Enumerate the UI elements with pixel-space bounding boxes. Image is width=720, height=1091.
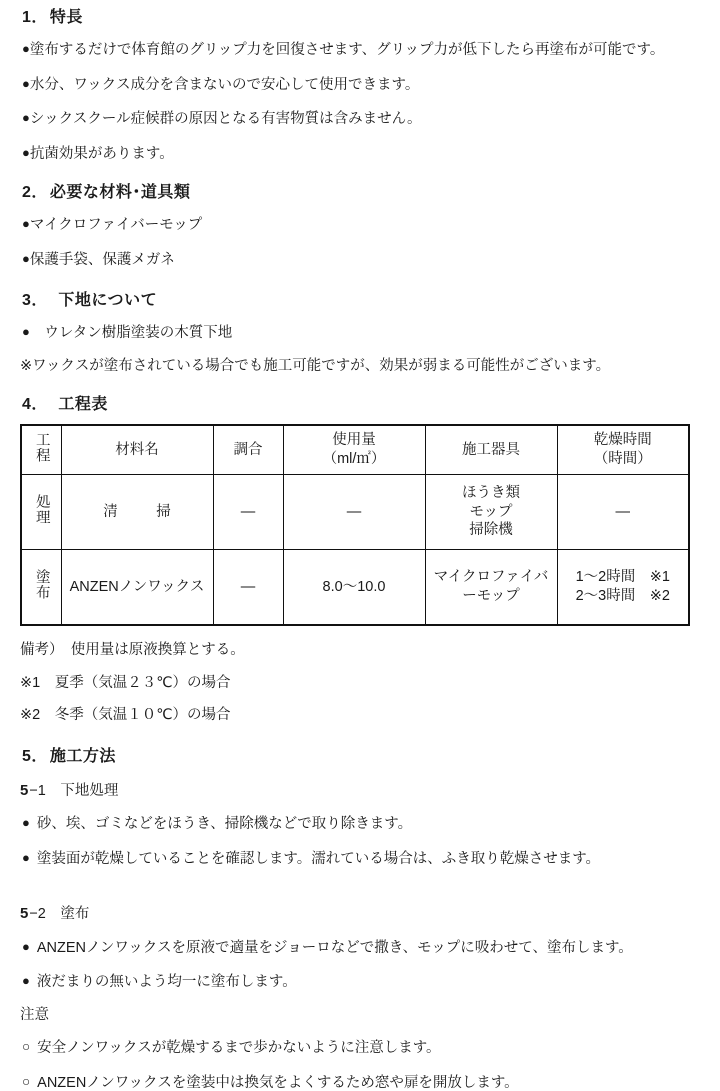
feature-bullet	[0, 111, 720, 127]
column-header-usage	[283, 425, 425, 475]
cell-process	[21, 550, 61, 626]
substrate-text: ウレタン樹脂塗装の木質下地	[29, 325, 233, 341]
material-bullet	[0, 217, 720, 233]
bullet-hollow-icon: ○	[22, 1073, 31, 1089]
section-heading-process-table	[0, 397, 720, 413]
method-text: 塗装面が乾燥していることを確認します。濡れている場合は、ふき取り乾燥させます。	[36, 850, 601, 867]
cell-material-label: 清 掃	[103, 503, 183, 520]
column-header-drytime-line2: （時間）	[593, 451, 652, 467]
method-bullet	[0, 940, 720, 956]
cell-process-label: 処理	[33, 493, 50, 525]
bullet-filled-icon: ●	[22, 110, 30, 125]
method-text: 液だまりの無いよう均一に塗布します。	[36, 974, 297, 990]
feature-text: 抗菌効果があります。	[29, 145, 174, 162]
method-bullet	[0, 851, 720, 867]
caution-text: 安全ノンワックスが乾燥するまで歩かないように注意します。	[37, 1040, 441, 1056]
subsection-heading-5-1	[0, 783, 720, 799]
feature-bullet	[0, 42, 720, 58]
table-header	[21, 425, 689, 475]
bullet-filled-icon: ●	[22, 216, 30, 231]
cell-process	[21, 475, 61, 550]
cell-mix: —	[213, 550, 283, 626]
feature-text: シックスクール症候群の原因となる有害物質は含みません。	[29, 111, 422, 127]
cell-tool: マイクロファイバーモップ	[425, 550, 557, 626]
table-note-footnote-2: ※2 冬季（気温１０℃）の場合	[20, 707, 231, 723]
column-header-usage-line1: 使用量	[332, 432, 376, 449]
table-note-remark: 備考） 使用量は原液換算とする。	[20, 642, 245, 658]
bullet-filled-icon: ●	[22, 250, 30, 266]
section-heading-method	[0, 749, 720, 765]
column-header-tool: 施工器具	[425, 425, 557, 475]
substrate-bullet	[0, 325, 720, 341]
bullet-filled-icon: ●	[22, 973, 30, 988]
column-header-process	[21, 425, 61, 475]
column-header-material: 材料名	[61, 425, 213, 475]
bullet-filled-icon: ●	[22, 815, 30, 830]
cell-usage: —	[283, 475, 425, 550]
document-page	[0, 9, 720, 1091]
material-text: マイクロファイバーモップ	[29, 217, 203, 233]
cell-mix: —	[213, 475, 283, 550]
section-number: 3．	[22, 292, 40, 309]
bullet-filled-icon: ●	[22, 144, 30, 160]
material-text: 保護手袋、保護メガネ	[29, 251, 175, 268]
feature-text: 水分、ワックス成分を含まないので安心して使用できます。	[29, 76, 420, 93]
column-header-mix: 調合	[213, 425, 283, 475]
material-bullet	[0, 252, 720, 268]
column-header-drytime	[557, 425, 689, 475]
bullet-filled-icon: ●	[22, 938, 30, 954]
bullet-filled-icon: ●	[22, 324, 30, 339]
method-bullet	[0, 816, 720, 832]
subsection-number: 5	[20, 781, 29, 799]
cell-drytime: —	[557, 475, 689, 550]
section-title: 施工方法	[49, 747, 116, 765]
bullet-filled-icon: ●	[22, 75, 30, 91]
method-text: 砂、埃、ゴミなどをほうき、掃除機などで取り除きます。	[36, 816, 413, 832]
subsection-heading-5-2	[0, 906, 720, 922]
subsection-title: −1 下地処理	[29, 782, 119, 799]
column-header-drytime-line1: 乾燥時間	[593, 432, 652, 449]
process-table-container	[0, 424, 720, 626]
substrate-note: ※ワックスが塗布されている場合でも施工可能ですが、効果が弱まる可能性がございます。	[20, 357, 611, 374]
table-row	[21, 550, 689, 626]
cell-tool-line: ほうき類	[462, 485, 520, 502]
caution-item	[0, 1040, 720, 1056]
section-number: 2．	[22, 184, 48, 201]
process-table	[20, 424, 690, 626]
feature-bullet	[0, 146, 720, 162]
subsection-number: 5	[20, 905, 29, 922]
section-heading-features	[0, 10, 720, 26]
method-text: ANZENノンワックスを原液で適量をジョーロなどで撒き、モップに吸わせて、塗布します。	[36, 939, 633, 956]
section-heading-substrate	[0, 293, 720, 309]
section-title: 工程表	[41, 396, 108, 413]
cell-drytime-line: 1〜2時間 ※1	[575, 569, 670, 586]
cell-tool-line: モップ	[469, 503, 513, 520]
cell-process-label: 塗布	[33, 568, 50, 600]
feature-bullet	[0, 77, 720, 93]
column-header-process-label: 工程	[33, 431, 50, 463]
table-note-footnote-1: ※1 夏季（気温２３℃）の場合	[20, 674, 231, 691]
section-title: 特長	[49, 9, 83, 26]
bullet-filled-icon: ●	[22, 849, 30, 865]
cell-usage: 8.0〜10.0	[283, 550, 425, 626]
section-number: 5．	[22, 747, 48, 765]
caution-item	[0, 1075, 720, 1091]
caution-label: 注意	[20, 1006, 49, 1023]
section-number: 1．	[22, 9, 48, 26]
cell-material: ANZENノンワックス	[61, 550, 213, 626]
section-title: 下地について	[41, 292, 158, 309]
section-number: 4．	[22, 396, 40, 413]
section-heading-materials	[0, 185, 720, 201]
bullet-hollow-icon: ○	[22, 1039, 31, 1054]
cell-tool-line: 掃除機	[469, 522, 513, 539]
table-row	[21, 475, 689, 550]
table-body	[21, 475, 689, 626]
subsection-title: −2 塗布	[29, 906, 90, 922]
caution-text: ANZENノンワックスを塗装中は換気をよくするため窓や扉を開放します。	[37, 1074, 519, 1091]
method-bullet	[0, 974, 720, 990]
cell-drytime-line: 2〜3時間 ※2	[575, 588, 670, 604]
bullet-filled-icon: ●	[22, 41, 30, 56]
section-title: 必要な材料･道具類	[49, 184, 191, 201]
cell-material	[61, 475, 213, 550]
cell-drytime	[557, 550, 689, 626]
cell-tool	[425, 475, 557, 550]
feature-text: 塗布するだけで体育館のグリップ力を回復させます、グリップ力が低下したら再塗布が可能です。	[29, 42, 665, 58]
column-header-usage-line2: （ml/㎡）	[322, 451, 386, 467]
table-header-row	[21, 425, 689, 475]
